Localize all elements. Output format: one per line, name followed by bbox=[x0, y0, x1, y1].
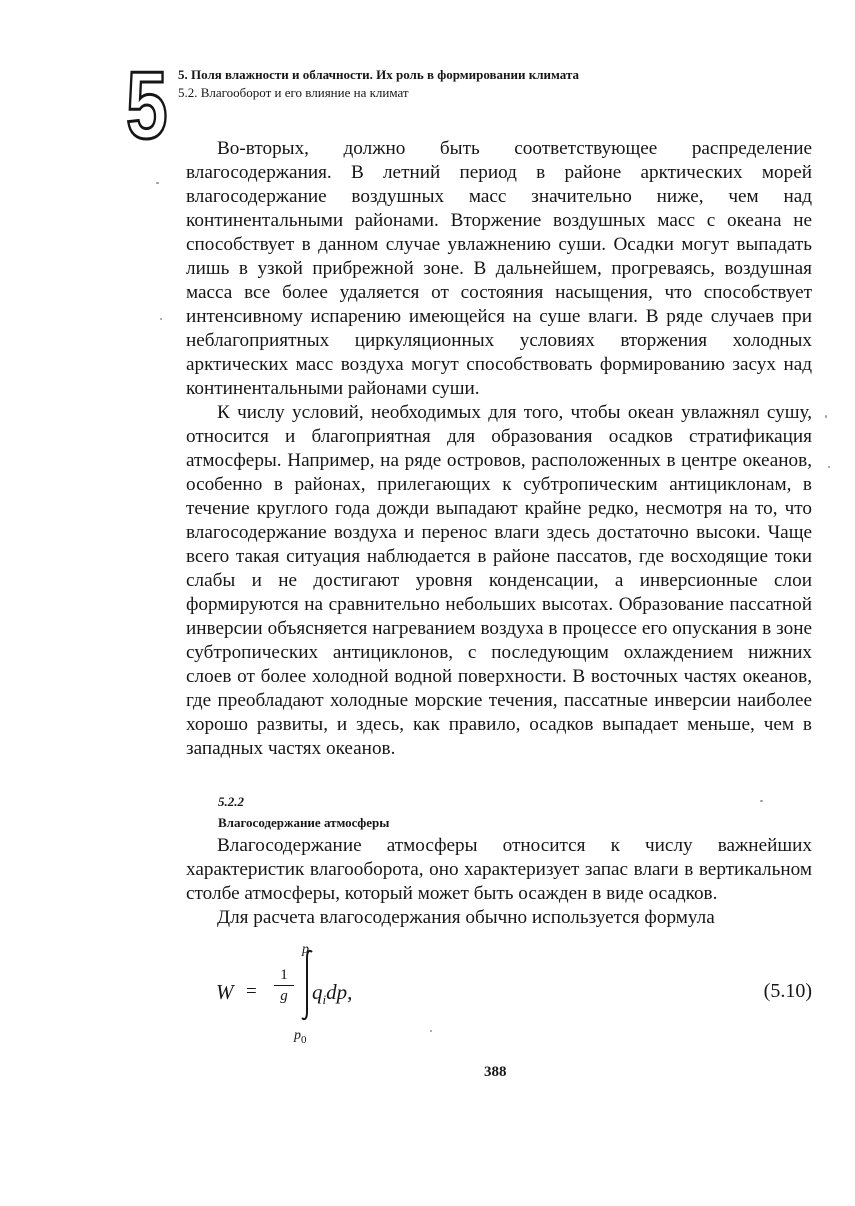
subsection-text bbox=[186, 834, 812, 930]
scan-speck bbox=[160, 318, 162, 320]
integrand-subscript: i bbox=[322, 992, 327, 1008]
subsection-number: 5.2.2 bbox=[218, 794, 244, 809]
fraction-bar bbox=[274, 985, 294, 986]
paragraph: Для расчета влагосодержания обычно используется формула bbox=[217, 907, 715, 928]
paragraph: К числу условий, необходимых для того, чтобы океан увлажнял сушу, относится и благоприятная для образования осадков стратификация атмосферы. Например, на ряде островов, расположенных в центре океанов, особенно в районах, прилегающих к субтропическим антициклонам, в течение круглого года дожди выпадают крайне редко, несмотря на то, что влагосодержание воздуха и перенос влаги здесь достаточно высоки. Чаще всего такая ситуация наблюдается в районе пассатов, где восходящие токи слабы и не достигают уровня конденсации, а инверсионные слои формируются на сравнительно небольших высотах. Образование пассатной инверсии объясняется нагреванием воздуха в процессе его опускания в зоне субтропических антициклонов, с последующим охлаждением нижних слоев от более холодной водной поверхности. В восточных частях океанов, где преобладают холодные морские течения, пассатные инверсии наиболее хорошо развиты, и здесь, как правило, осадков выпадает меньше, чем в западных частях океанов. bbox=[186, 402, 812, 759]
fraction-denominator: g bbox=[280, 988, 288, 1004]
chapter-number-glyph: 5 bbox=[126, 52, 168, 159]
scan-speck bbox=[828, 466, 830, 468]
formula-equals: = bbox=[246, 981, 257, 1002]
integrand-var: q bbox=[312, 980, 323, 1004]
formula-fraction bbox=[274, 966, 294, 1005]
equation-number: (5.10) bbox=[763, 980, 812, 1002]
scan-speck bbox=[430, 1030, 432, 1032]
formula-5-10 bbox=[214, 942, 814, 1052]
main-text bbox=[186, 137, 812, 761]
scan-speck bbox=[156, 182, 159, 184]
section-title: 5.2. Влагооборот и его влияние на климат bbox=[178, 85, 409, 100]
fraction-numerator: 1 bbox=[280, 967, 288, 983]
upper-limit: p bbox=[302, 942, 309, 957]
subsection-title: Влагосодержание атмосферы bbox=[218, 815, 390, 830]
page-number: 388 bbox=[484, 1064, 507, 1080]
paragraph: Во-вторых, должно быть соответствующее распределение влагосодержания. В летний период в районе арктических морей влагосодержание воздушных масс значительно ниже, чем над континентальными районами. Вторжение воздушных масс с океана не способствует в данном случае увлажнению суши. Осадки могут выпадать лишь в узкой прибрежной зоне. В дальнейшем, прогреваясь, воздушная масса все более удаляется от состояния насыщения, что способствует интенсивному испарению имеющейся на суше влаги. В ряде случаев при неблагоприятных циркуляционных условиях вторжения холодных арктических масс воздуха могут способствовать формированию засух над континентальными районами суши. bbox=[186, 138, 812, 399]
scan-speck bbox=[760, 800, 763, 802]
paragraph: Влагосодержание атмосферы относится к числу важнейших характеристик влагооборота, оно характеризует запас влаги в вертикальном столбе атмосферы, который может быть осажден в виде осадков. bbox=[186, 835, 812, 904]
differential: dp, bbox=[326, 980, 353, 1004]
integrand bbox=[312, 980, 352, 1008]
running-head bbox=[178, 66, 658, 102]
chapter-title: 5. Поля влажности и облачности. Их роль в формировании климата bbox=[178, 67, 580, 82]
lower-limit-subscript: 0 bbox=[301, 1033, 307, 1046]
scan-speck bbox=[825, 415, 827, 418]
lower-limit: $p_0$ bbox=[294, 1028, 307, 1046]
formula-lhs: W bbox=[216, 980, 234, 1004]
